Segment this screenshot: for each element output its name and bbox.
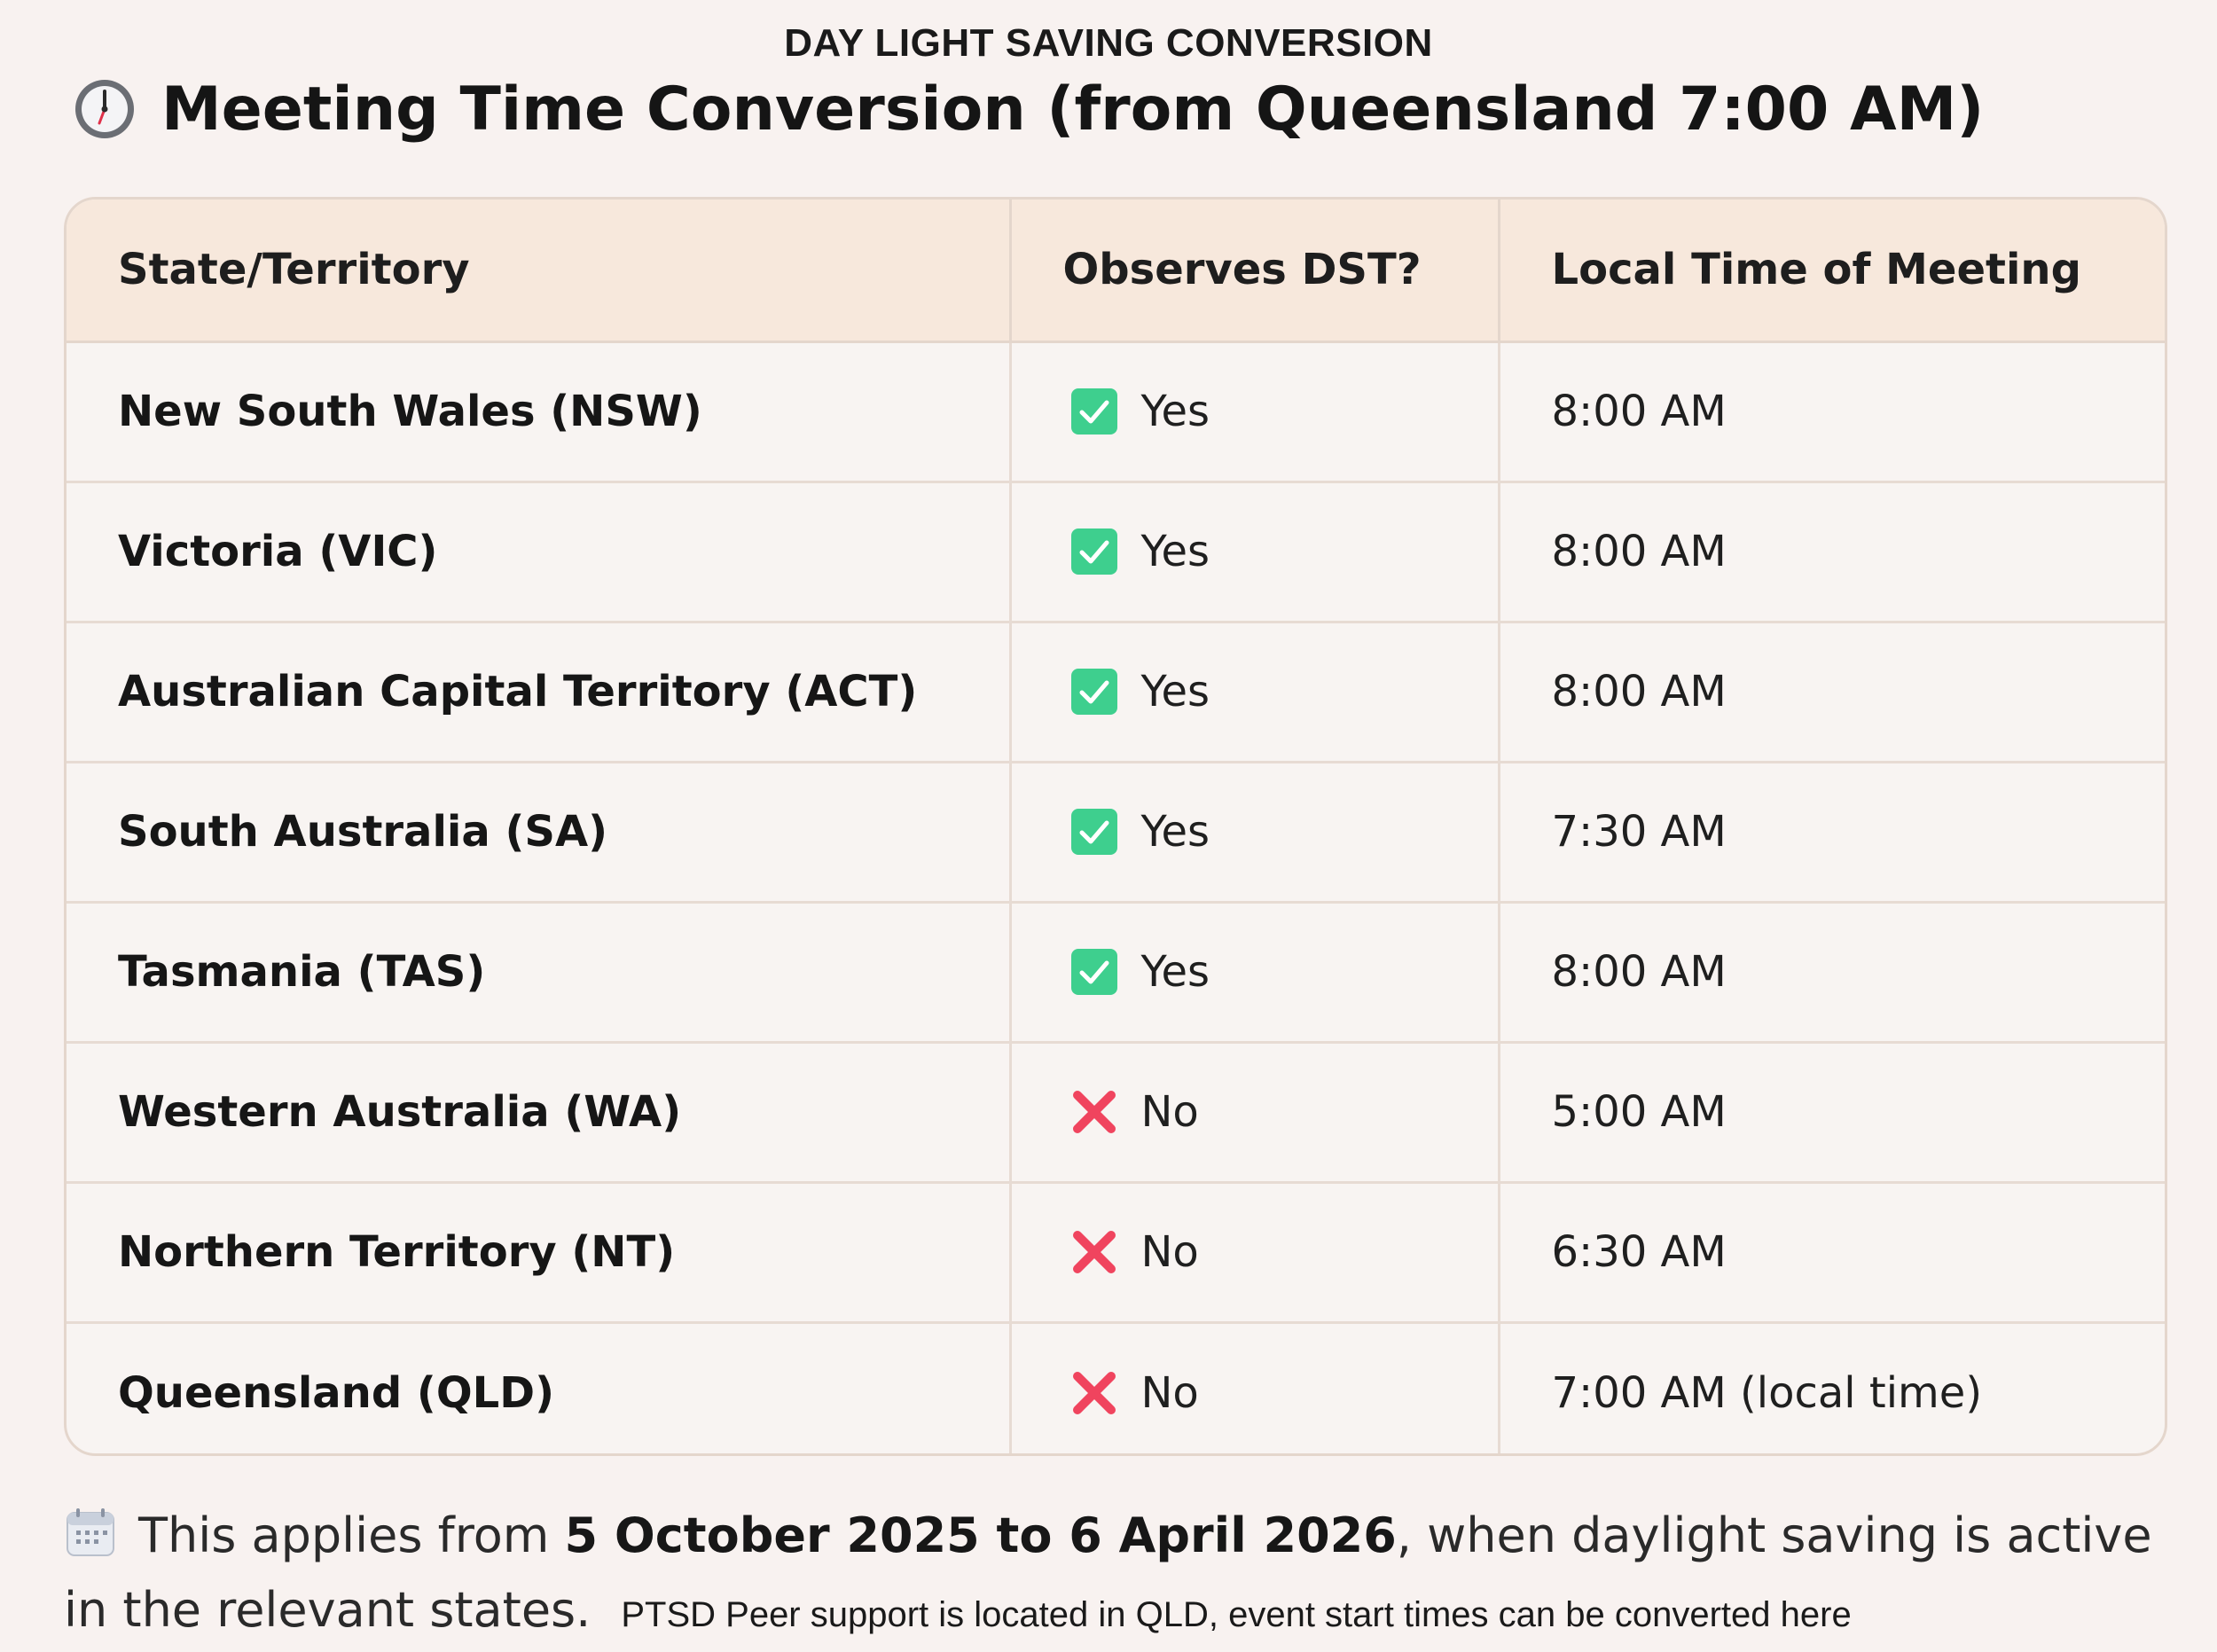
table-row <box>67 482 2165 622</box>
column-header-state: State/Territory <box>67 200 1010 341</box>
column-header-time: Local Time of Meeting <box>1499 200 2165 341</box>
dst-cell <box>1010 341 1499 482</box>
dst-label: No <box>1140 1087 1199 1137</box>
dst-label: No <box>1140 1227 1199 1277</box>
dst-cell <box>1010 762 1499 902</box>
dst-cell <box>1010 902 1499 1042</box>
dst-cell <box>1010 1042 1499 1182</box>
local-time-cell: 7:00 AM (local time) <box>1551 1367 1983 1418</box>
conversion-table <box>64 197 2167 1456</box>
footer-text-before: This applies from <box>138 1507 565 1563</box>
state-name-cell: Tasmania (TAS) <box>67 902 1010 1042</box>
check-icon <box>1070 668 1118 716</box>
dst-label: Yes <box>1140 387 1210 436</box>
table-row <box>67 1322 2165 1456</box>
dst-label: Yes <box>1140 947 1210 997</box>
table-row <box>67 762 2165 902</box>
local-time-cell: 6:30 AM <box>1499 1182 2165 1322</box>
clock-icon <box>73 77 137 141</box>
cross-icon <box>1070 1088 1118 1136</box>
footer-footnote: PTSD Peer support is located in QLD, event start times can be converted here <box>621 1595 1852 1634</box>
cross-icon <box>1070 1369 1118 1417</box>
calendar-icon <box>64 1506 117 1559</box>
dst-label: Yes <box>1140 527 1210 576</box>
table-row <box>67 622 2165 762</box>
table-row <box>67 1182 2165 1322</box>
cross-icon <box>1070 1228 1118 1276</box>
state-name-cell: Victoria (VIC) <box>67 482 1010 622</box>
table-row <box>67 1042 2165 1182</box>
column-header-dst: Observes DST? <box>1010 200 1499 341</box>
state-name-cell: Northern Territory (NT) <box>67 1182 1010 1322</box>
check-icon <box>1070 948 1118 996</box>
local-time-cell: 8:00 AM <box>1499 341 2165 482</box>
local-time-cell: 8:00 AM <box>1499 622 2165 762</box>
check-icon <box>1070 808 1118 856</box>
dst-cell <box>1010 1322 1499 1456</box>
local-time-cell: 7:30 AM <box>1499 762 2165 902</box>
local-time-cell: 8:00 AM <box>1499 902 2165 1042</box>
dst-cell <box>1010 482 1499 622</box>
footer-note <box>64 1499 2174 1652</box>
page-title: Meeting Time Conversion (from Queensland 7:00 AM) <box>161 74 1985 145</box>
state-name-cell: Western Australia (WA) <box>67 1042 1010 1182</box>
state-name-cell: Australian Capital Territory (ACT) <box>67 622 1010 762</box>
table-row <box>67 902 2165 1042</box>
top-label: DAY LIGHT SAVING CONVERSION <box>784 21 1433 65</box>
title-row <box>73 69 1984 149</box>
local-time-cell: 8:00 AM <box>1499 482 2165 622</box>
footer-date-range: 5 October 2025 to 6 April 2026 <box>564 1507 1397 1563</box>
dst-label: Yes <box>1140 807 1210 857</box>
table-header-row <box>67 200 2165 341</box>
state-name-cell: New South Wales (NSW) <box>67 341 1010 482</box>
dst-label: No <box>1140 1367 1199 1418</box>
table-row <box>67 341 2165 482</box>
state-name-cell: South Australia (SA) <box>67 762 1010 902</box>
dst-cell <box>1010 1182 1499 1322</box>
footer-text-after: , when daylight saving is active in the relevant states. <box>64 1507 2152 1638</box>
dst-label: Yes <box>1140 667 1210 716</box>
check-icon <box>1070 528 1118 575</box>
local-time-cell: 5:00 AM <box>1499 1042 2165 1182</box>
check-icon <box>1070 388 1118 435</box>
state-name-cell: Queensland (QLD) <box>67 1322 1010 1456</box>
dst-cell <box>1010 622 1499 762</box>
